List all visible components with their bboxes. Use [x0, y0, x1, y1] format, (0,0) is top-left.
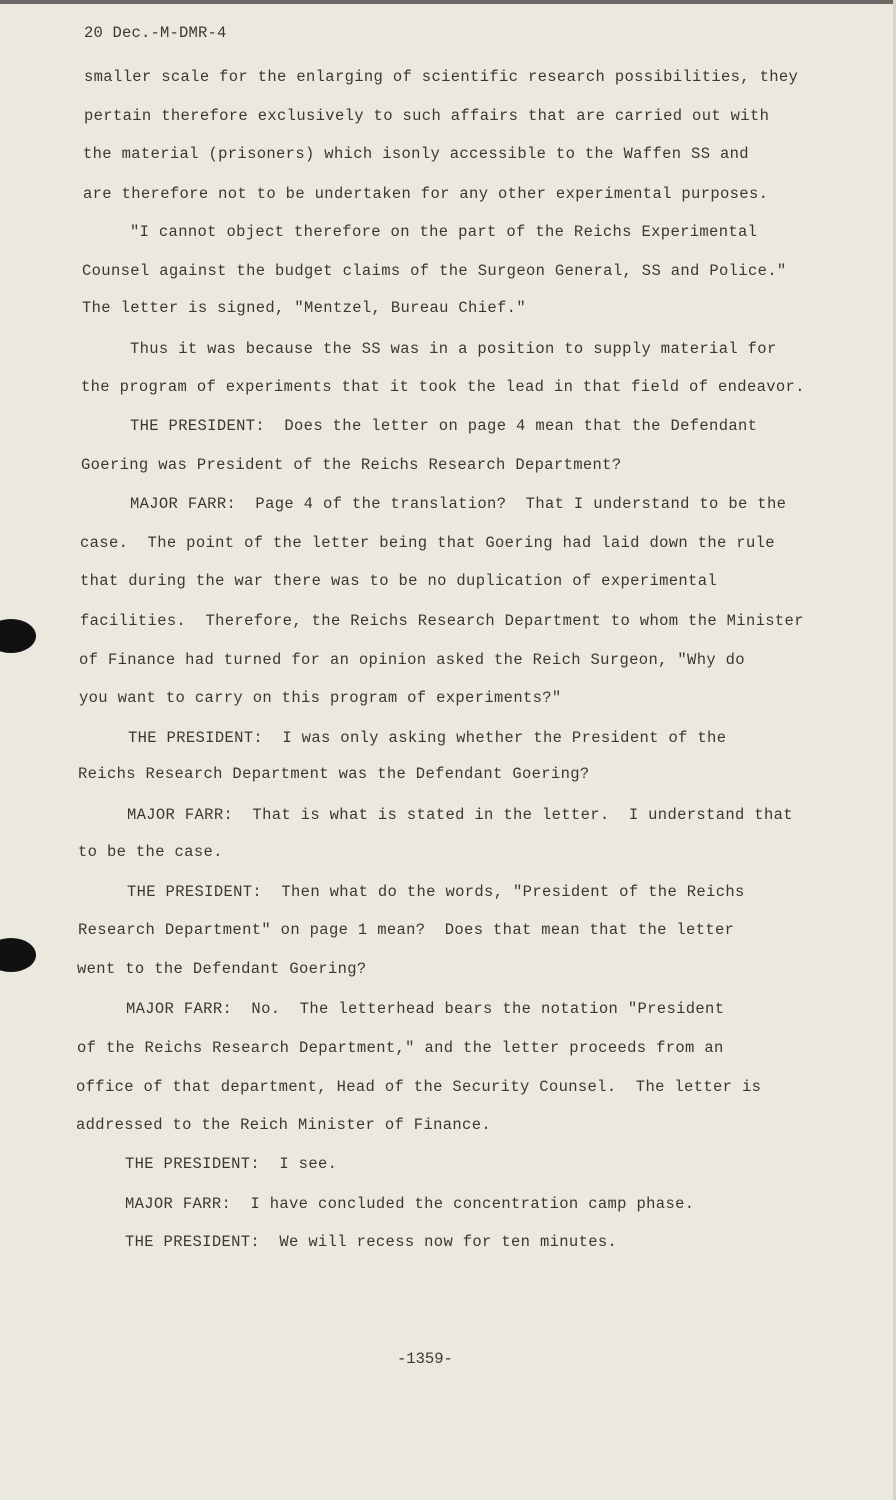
text-line: THE PRESIDENT: I was only asking whether the President of the	[99, 729, 727, 747]
text-line: Thus it was because the SS was in a position to supply material for	[101, 340, 777, 358]
text-line: THE PRESIDENT: I see.	[96, 1155, 338, 1173]
text-line: pertain therefore exclusively to such affairs that are carried out with	[84, 107, 770, 125]
text-line: Goering was President of the Reichs Research Department?	[81, 456, 622, 474]
text-line: "I cannot object therefore on the part of the Reichs Experimental	[101, 223, 758, 241]
text-line: MAJOR FARR: That is what is stated in the letter. I understand that	[98, 806, 793, 824]
text-line: The letter is signed, "Mentzel, Bureau Chief."	[82, 299, 526, 317]
text-line: MAJOR FARR: Page 4 of the translation? That I understand to be the	[101, 495, 787, 513]
text-line: case. The point of the letter being that Goering had laid down the rule	[80, 534, 775, 552]
text-line: you want to carry on this program of experiments?"	[79, 689, 562, 707]
text-line: Research Department" on page 1 mean? Does that mean that the letter	[78, 921, 735, 939]
text-line: the program of experiments that it took the lead in that field of endeavor.	[81, 378, 805, 396]
text-line: addressed to the Reich Minister of Finance.	[76, 1116, 492, 1134]
text-line: of Finance had turned for an opinion asked the Reich Surgeon, "Why do	[79, 651, 745, 669]
text-line: facilities. Therefore, the Reichs Research Department to whom the Minister	[80, 612, 804, 630]
page-header: 20 Dec.-M-DMR-4	[84, 24, 227, 42]
punch-hole-upper	[0, 619, 36, 653]
page-number: -1359-	[397, 1350, 453, 1368]
text-line: went to the Defendant Goering?	[77, 960, 367, 978]
text-line: MAJOR FARR: I have concluded the concentration camp phase.	[96, 1195, 695, 1213]
punch-hole-lower	[0, 938, 36, 972]
text-line: are therefore not to be undertaken for any other experimental purposes.	[83, 185, 769, 203]
text-line: Counsel against the budget claims of the Surgeon General, SS and Police."	[82, 262, 787, 280]
text-line: office of that department, Head of the Security Counsel. The letter is	[76, 1078, 762, 1096]
text-line: THE PRESIDENT: Does the letter on page 4 mean that the Defendant	[101, 417, 758, 435]
text-line: Reichs Research Department was the Defendant Goering?	[78, 765, 590, 783]
text-line: of the Reichs Research Department," and the letter proceeds from an	[77, 1039, 724, 1057]
text-line: MAJOR FARR: No. The letterhead bears the notation "President	[97, 1000, 725, 1018]
text-line: smaller scale for the enlarging of scientific research possibilities, they	[84, 68, 799, 86]
text-line: to be the case.	[78, 843, 223, 861]
text-line: THE PRESIDENT: We will recess now for ten minutes.	[96, 1233, 618, 1251]
text-line: the material (prisoners) which isonly accessible to the Waffen SS and	[83, 145, 749, 163]
text-line: that during the war there was to be no duplication of experimental	[80, 572, 717, 590]
text-line: THE PRESIDENT: Then what do the words, "President of the Reichs	[98, 883, 745, 901]
page-top-edge	[0, 0, 896, 4]
